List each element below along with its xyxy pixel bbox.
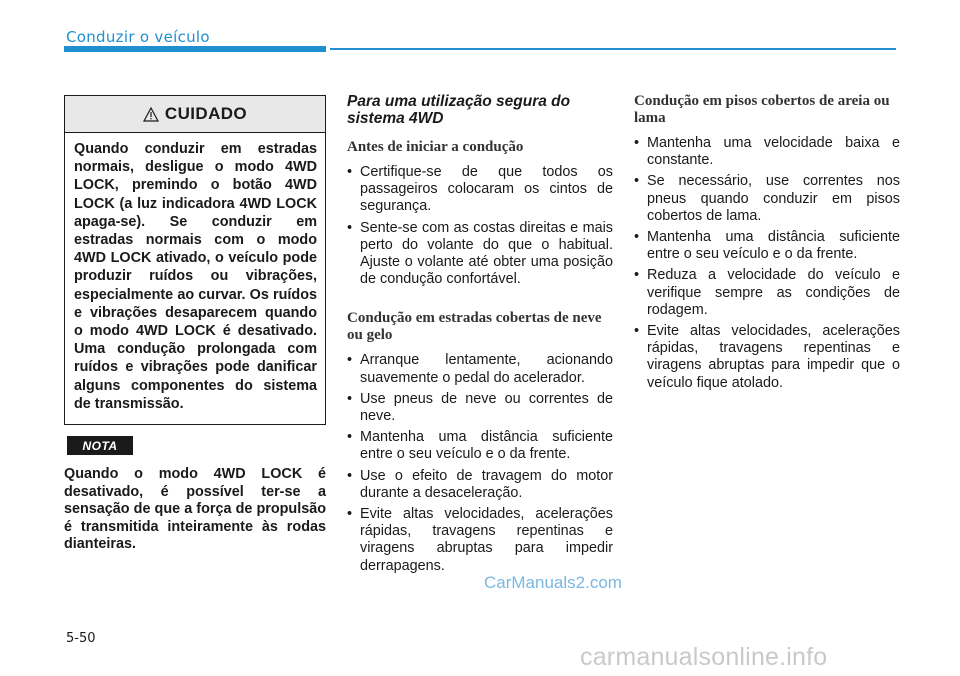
column-3 xyxy=(634,93,900,396)
before-driving-list xyxy=(347,164,613,288)
header-bar-thick xyxy=(64,46,326,52)
subtitle-sand-mud: Condução em pisos cobertos de areia ou lama xyxy=(634,93,890,126)
list-item: • Certifique-se de que todos os passageiros colocaram os cintos de segurança. xyxy=(347,164,613,216)
caution-box xyxy=(64,95,326,425)
caution-title: CUIDADO xyxy=(164,104,248,123)
list-item: • Sente-se com as costas direitas e mais perto do volante do que o habitual. Ajuste o volante até obter uma posição de condução confortável. xyxy=(347,220,613,289)
section-title: Para uma utilização segura do sistema 4WD xyxy=(347,93,571,127)
caution-header xyxy=(65,96,325,133)
list-item: • Reduza a velocidade do veículo e verifique sempre as condições de rodagem. xyxy=(634,267,900,319)
list-item: • Use o efeito de travagem do motor durante a desaceleração. xyxy=(347,468,613,502)
column-2 xyxy=(347,93,613,579)
list-item: • Arranque lentamente, acionando suavemente o pedal do acelerador. xyxy=(347,352,613,386)
snow-ice-list xyxy=(347,352,613,574)
page-number: 5-50 xyxy=(66,631,96,646)
sand-mud-list xyxy=(634,135,900,392)
list-item: • Mantenha uma distância suficiente entre o seu veículo e o da frente. xyxy=(634,229,900,263)
subtitle-snow-ice: Condução em estradas cobertas de neve ou gelo xyxy=(347,310,602,344)
caution-text: Quando conduzir em estradas normais, desligue o modo 4WD LOCK, premindo o botão 4WD LOCK (a luz indicadora 4WD LOCK apaga-se). Se conduzir em estradas normais com o modo 4WD LOCK ativado, o veículo pode produzir ruídos ou vibrações, especialmente ao curvar. Os ruídos e vibrações desaparecem quando o modo 4WD LOCK é desativado. Uma condução prolongada com ruídos e vibrações pode danificar alguns componentes do sistema de transmissão. xyxy=(74,141,317,412)
watermark-carmanualsonline: carmanualsonline.info xyxy=(580,643,828,671)
warning-triangle-icon xyxy=(143,107,159,122)
list-item: • Mantenha uma distância suficiente entre o seu veículo e o da frente. xyxy=(347,429,613,463)
list-item: • Evite altas velocidades, acelerações rápidas, travagens repentinas e viragens abruptas para impedir derrapagens. xyxy=(347,506,613,575)
list-item: • Use pneus de neve ou correntes de neve. xyxy=(347,391,613,425)
nota-label: NOTA xyxy=(67,436,133,455)
nota-text: Quando o modo 4WD LOCK é desativado, é possível ter-se a sensação de que a força de propulsão é transmitida inteiramente às rodas dianteiras. xyxy=(64,466,326,553)
section-header-title: Conduzir o veículo xyxy=(66,28,210,46)
list-item: • Evite altas velocidades, acelerações rápidas, travagens repentinas e viragens abruptas para impedir que o veículo fique atolado. xyxy=(634,323,900,392)
subtitle-before-driving: Antes de iniciar a condução xyxy=(347,139,524,155)
list-item: • Se necessário, use correntes nos pneus quando conduzir em pisos cobertos de lama. xyxy=(634,173,900,225)
list-item: • Mantenha uma velocidade baixa e constante. xyxy=(634,135,900,169)
watermark-carmanuals2: CarManuals2.com xyxy=(484,573,622,592)
header-bar-thin xyxy=(330,48,896,50)
